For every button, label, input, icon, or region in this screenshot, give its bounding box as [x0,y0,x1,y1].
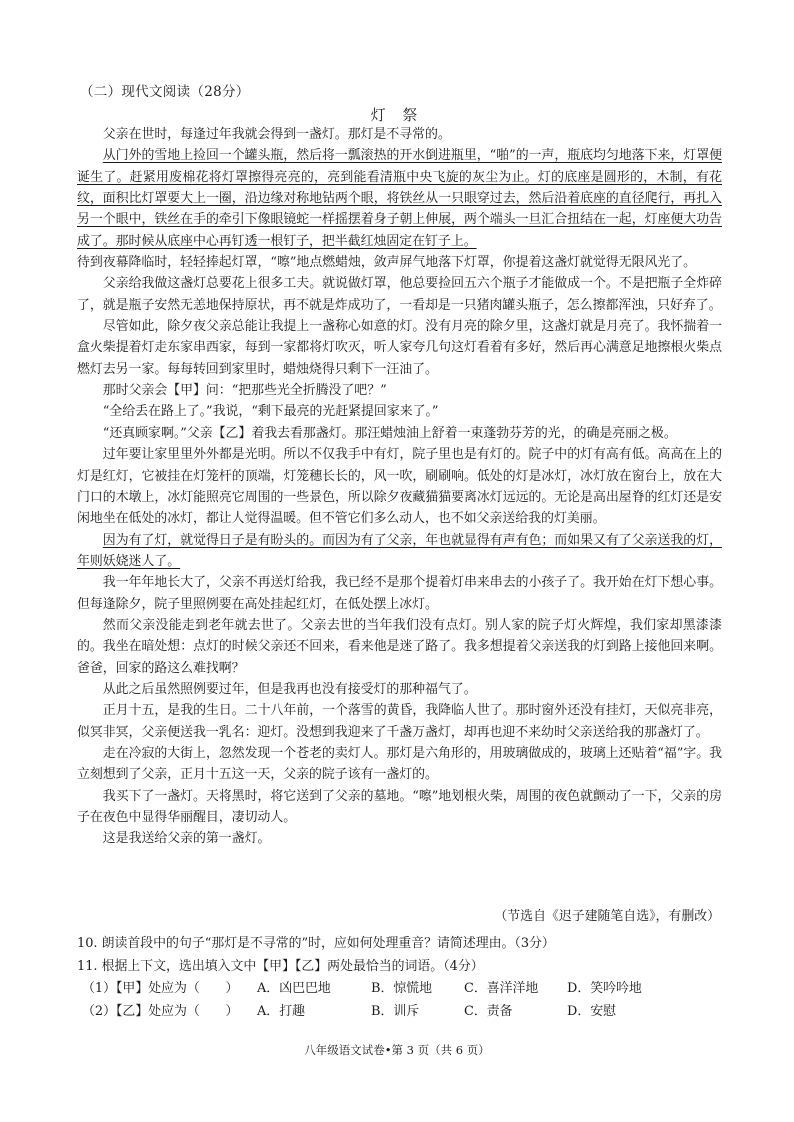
paragraph: 我买下了一盏灯。天将黑时，将它送到了父亲的墓地。“嚓”地划根火柴，周围的夜色就颤动了一下，父亲的房子在夜色中显得华丽醒目，凄切动人。 [77,788,722,825]
paragraph: 正月十五，是我的生日。二十八年前，一个落雪的黄昏，我降临人世了。那时窗外还没有挂灯，天似亮非亮，似冥非冥，父亲便送我一乳名：迎灯。没想到我迎来了千盏万盏灯，却再也迎不来幼时父亲送给我的那盏灯了。 [77,703,722,740]
option-a: A．凶巴巴地 [257,981,331,996]
option-a: A．打趣 [257,1004,305,1019]
paragraph: “还真顾家啊。”父亲【乙】着我去看那盏灯。那汪蜡烛油上舒着一束蓬勃芬芳的光，的确是亮丽之极。 [102,425,677,441]
option-d: D．笑吟吟地 [567,981,642,996]
underlined-text: 从门外的雪地上捡回一个罐头瓶，然后将一瓢滚热的开水倒进瓶里，“啪”的一声，瓶底均匀地落下来，灯罩便诞生了。赶紧用废棉花将灯罩擦得亮亮的，亮到能看清瓶中央飞旋的灰尘为止。灯的底座是圆形的，木制，有花纹，面积比灯罩要大上一圈，沿边缘对称地钻两个眼，将铁丝从一只眼穿过去，然后沿着底座的直径爬行，再扎入另一个眼中，铁丝在手的牵引下像眼镜蛇一样摇摆着身子朝上伸展，两个端头一旦汇合扭结在一起，灯座便大功告成了。那时候从底座中心再钉透一根钉子，把半截红烛固定在钉子上。 [77,148,722,249]
essay-title: 灯 祭 [370,106,424,124]
paragraph: 过年要让家里里外外都是光明。所以不仅我手中有灯，院子里也是有灯的。院子中的灯有高有低。高高在上的灯是红灯，它被挂在灯笼杆的顶端，灯笼穗长长的，风一吹，刷刷响。低处的灯是冰灯，冰灯放在窗台上，放在大门口的木墩上，冰灯能照亮它周围的一些景色，所以除夕夜藏猫猫要离冰灯远远的。无论是高出屋脊的红灯还是安闲地坐在低处的冰灯，都让人觉得温暖。但不管它们多么动人，也不如父亲送给我的灯美丽。 [77,447,722,527]
essay-body [77,124,722,850]
page-footer: 八年级语文试卷•第 3 页（共 6 页） [304,1043,490,1057]
option-stem: （2）【乙】处应为（ ） [82,1004,239,1019]
section-heading: （二）现代文阅读（28分） [80,84,250,100]
option-c: C．喜洋洋地 [464,981,539,996]
paragraph: 然而父亲没能走到老年就去世了。父亲去世的当年我们没有点灯。别人家的院子灯火辉煌，我们家却黑漆漆的。我坐在暗处想：点灯的时候父亲还不回来，看来他是迷了路了。我多想提着父亲送我的灯到路上接他回来啊。爸爸，回家的路这么难找啊？ [77,617,722,676]
paragraph: 这是我送给父亲的第一盏灯。 [102,831,271,847]
paragraph-underlined [77,530,722,573]
paragraph: 那时父亲会【甲】问：“把那些光全折腾没了吧？” [102,383,387,399]
question-11-1-options [82,977,682,997]
option-stem: （1）【甲】处应为（ ） [82,981,239,996]
option-b: B．惊慌地 [371,981,433,996]
paragraph: “全给丢在路上了。”我说，“剩下最亮的光赶紧提回家来了。” [102,404,439,420]
paragraph: 走在冷寂的大街上，忽然发现一个苍老的卖灯人。那灯是六角形的，用玻璃做成的，玻璃上还贴着“福”字。我立刻想到了父亲，正月十五这一天，父亲的院子该有一盏灯的。 [77,745,722,783]
option-b: B．训斥 [371,1004,420,1019]
paragraph: 父亲给我做这盏灯总要花上很多工夫。就说做灯罩，他总要捡回五六个瓶子才能做成一个。不是把瓶子全炸碎了，就是瓶子安然无恙地保持原状，再不就是炸成功了，一看却是一只猪肉罐头瓶子，怎么擦都浑浊，只好弃了。 [77,276,722,313]
underlined-text: 因为有了灯，就觉得日子是有盼头的。而因为有了父亲，年也就显得有声有色；而如果又有了父亲送我的灯，年则妖娆迷人了。 [77,532,722,569]
question-11: 11. 根据上下文，选出填入文中【甲】【乙】两处最恰当的词语。（4分） [77,959,484,974]
paragraph: 尽管如此，除夕夜父亲总能让我提上一盏称心如意的灯。没有月亮的除夕里，这盏灯就是月亮了。我怀揣着一盒火柴提着灯走东家串西家，每到一家都将灯吹灭，听人家夸几句这灯看着有多好，然后再心满意足地擦根火柴点燃灯去另一家。每每转回到家里时，蜡烛烧得只剩下一汪油了。 [77,319,722,377]
option-d: D．安慰 [567,1004,617,1019]
paragraph: 待到夜幕降临时，轻轻捧起灯罩，“嚓”地点燃蜡烛，敛声屏气地落下灯罩，你提着这盏灯就觉得无限风光了。 [77,255,697,271]
paragraph-underlined [77,145,722,252]
source-citation: （节选自《迟子建随笔自选》，有删改） [494,909,720,924]
question-11-2-options [82,1000,682,1020]
paragraph: 从此之后虽然照例要过年，但是我再也没有接受灯的那种福气了。 [102,681,477,697]
option-c: C．责备 [464,1004,513,1019]
paragraph: 我一年年地长大了，父亲不再送灯给我，我已经不是那个提着灯串来串去的小孩子了。我开始在灯下想心事。但每逢除夕，院子里照例要在高处挂起红灯，在低处摆上冰灯。 [77,575,722,612]
question-10: 10. 朗读首段中的句子“那灯是不寻常的”时，应如何处理重音？请简述理由。（3分） [77,936,555,951]
paragraph: 父亲在世时，每逢过年我就会得到一盏灯。那灯是不寻常的。 [102,127,451,142]
